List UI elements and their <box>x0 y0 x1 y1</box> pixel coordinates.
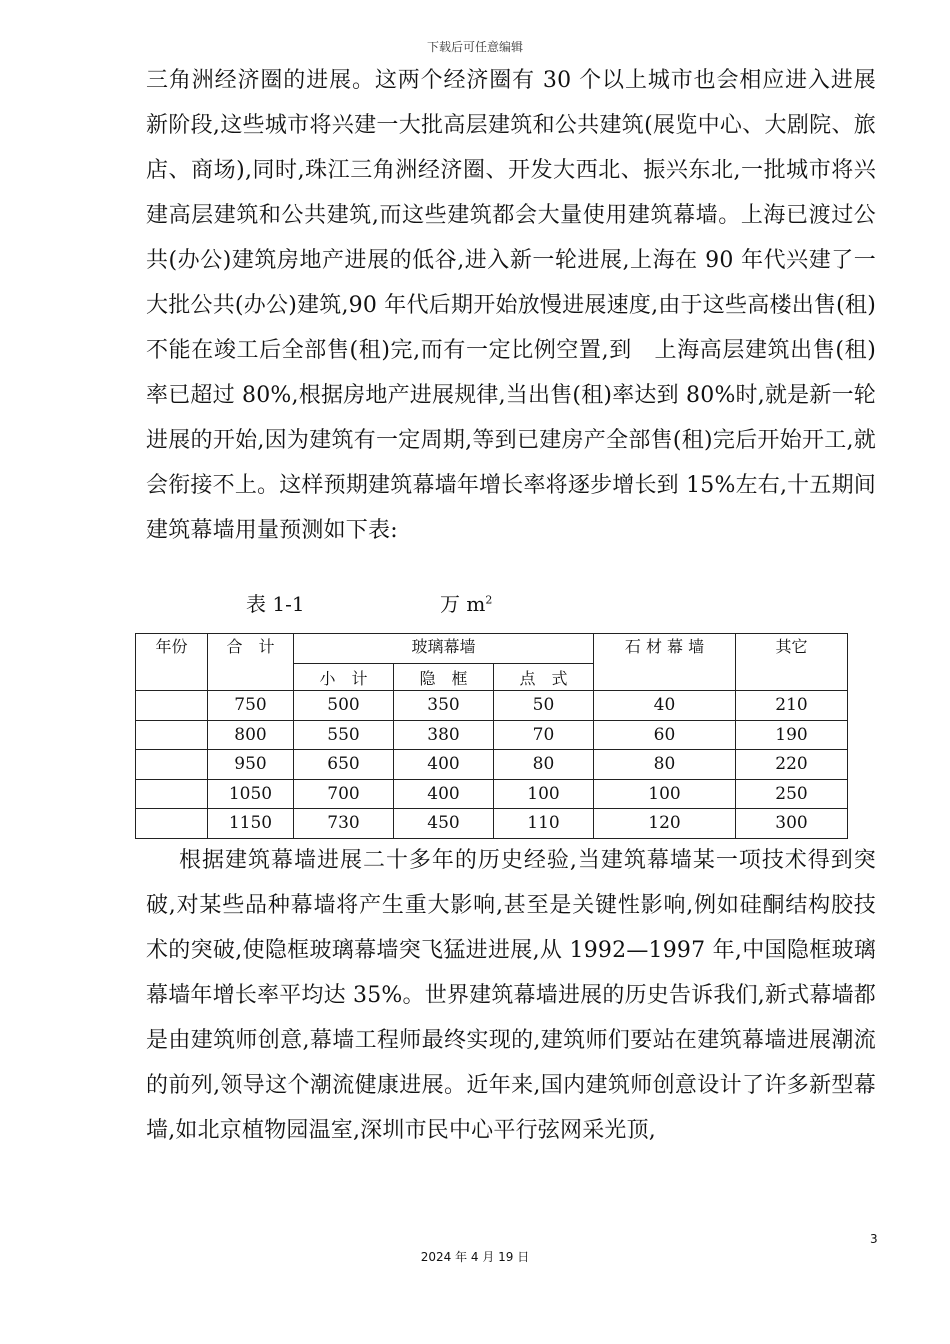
cell-point: 110 <box>494 809 594 839</box>
cell-other: 300 <box>736 809 848 839</box>
cell-subtotal: 650 <box>294 750 394 780</box>
table-row <box>136 809 848 839</box>
cell-subtotal: 700 <box>294 779 394 809</box>
cell-total: 950 <box>208 750 294 780</box>
page-footer-date: 2024 年 4 月 19 日 <box>420 1250 530 1264</box>
cell-year <box>136 779 208 809</box>
header-year: 年份 <box>136 634 208 691</box>
table-row <box>136 720 848 750</box>
header-glass: 玻璃幕墙 <box>294 634 594 664</box>
cell-stone: 80 <box>594 750 736 780</box>
cell-hidden: 400 <box>394 779 494 809</box>
table-unit <box>440 588 492 617</box>
cell-hidden: 380 <box>394 720 494 750</box>
table-caption <box>0 588 950 618</box>
header-stone: 石 材 幕 墙 <box>594 634 736 691</box>
cell-other: 220 <box>736 750 848 780</box>
cell-year <box>136 720 208 750</box>
table-row <box>136 750 848 780</box>
cell-other: 250 <box>736 779 848 809</box>
table-label: 表 1-1 <box>246 592 305 616</box>
page-number: 3 <box>870 1232 878 1246</box>
cell-stone: 60 <box>594 720 736 750</box>
unit-superscript: 2 <box>485 593 493 607</box>
cell-stone: 40 <box>594 691 736 721</box>
cell-point: 80 <box>494 750 594 780</box>
cell-other: 210 <box>736 691 848 721</box>
cell-stone: 120 <box>594 809 736 839</box>
body-paragraph-2: 根据建筑幕墙进展二十多年的历史经验,当建筑幕墙某一项技术得到突破,对某些品种幕墙将产生重大影响,甚至是关键性影响,例如硅酮结构胶技术的突破,使隐框玻璃幕墙突飞猛进进展,从 1992—1997 年,中国隐框玻璃幕墙年增长率平均达 35%。世界建筑幕墙进展的历史告诉我们,新式幕墙都是由建筑师创意,幕墙工程师最终实现的,建筑师们要站在建筑幕墙进展潮流的前列,领导这个潮流健康进展。近年来,国内建筑师创意设计了许多新型幕墙,如北京植物园温室,深圳市民中心平行弦网采光顶, <box>146 848 876 1143</box>
table-row <box>136 779 848 809</box>
header-other: 其它 <box>736 634 848 691</box>
cell-subtotal: 550 <box>294 720 394 750</box>
page-header: 下载后可任意编辑 <box>426 40 523 54</box>
body-paragraph-1: 三角洲经济圈的进展。这两个经济圈有 30 个以上城市也会相应进入进展新阶段,这些城市将兴建一大批高层建筑和公共建筑(展览中心、大剧院、旅店、商场),同时,珠江三角洲经济圈、开发大西北、振兴东北,一批城市将兴建高层建筑和公共建筑,而这些建筑都会大量使用建筑幕墙。上海已渡过公共(办公)建筑房地产进展的低谷,进入新一轮进展,上海在 90 年代兴建了一大批公共(办公)建筑,90 年代后期开始放慢进展速度,由于这些高楼出售(租)不能在竣工后全部售(租)完,而有一定比例空置,到 上海高层建筑出售(租)率已超过 80%,根据房地产进展规律,当出售(租)率达到 80%时,就是新一轮进展的开始,因为建筑有一定周期,等到已建房产全部售(租)完后开始开工,就会衔接不上。这样预期建筑幕墙年增长率将逐步增长到 15%左右,十五期间建筑幕墙用量预测如下表: <box>146 68 876 543</box>
forecast-table <box>135 633 848 839</box>
table-row <box>136 691 848 721</box>
header-point-fixed: 点 式 <box>494 664 594 691</box>
cell-year <box>136 809 208 839</box>
header-subtotal: 小 计 <box>294 664 394 691</box>
cell-hidden: 400 <box>394 750 494 780</box>
cell-hidden: 450 <box>394 809 494 839</box>
cell-hidden: 350 <box>394 691 494 721</box>
header-total: 合 计 <box>208 634 294 691</box>
cell-subtotal: 730 <box>294 809 394 839</box>
cell-point: 70 <box>494 720 594 750</box>
header-hidden-frame: 隐 框 <box>394 664 494 691</box>
cell-total: 1150 <box>208 809 294 839</box>
cell-year <box>136 750 208 780</box>
unit-text: 万 m <box>440 592 486 616</box>
cell-point: 50 <box>494 691 594 721</box>
cell-year <box>136 691 208 721</box>
cell-total: 800 <box>208 720 294 750</box>
cell-total: 750 <box>208 691 294 721</box>
cell-point: 100 <box>494 779 594 809</box>
cell-other: 190 <box>736 720 848 750</box>
cell-total: 1050 <box>208 779 294 809</box>
cell-stone: 100 <box>594 779 736 809</box>
cell-subtotal: 500 <box>294 691 394 721</box>
